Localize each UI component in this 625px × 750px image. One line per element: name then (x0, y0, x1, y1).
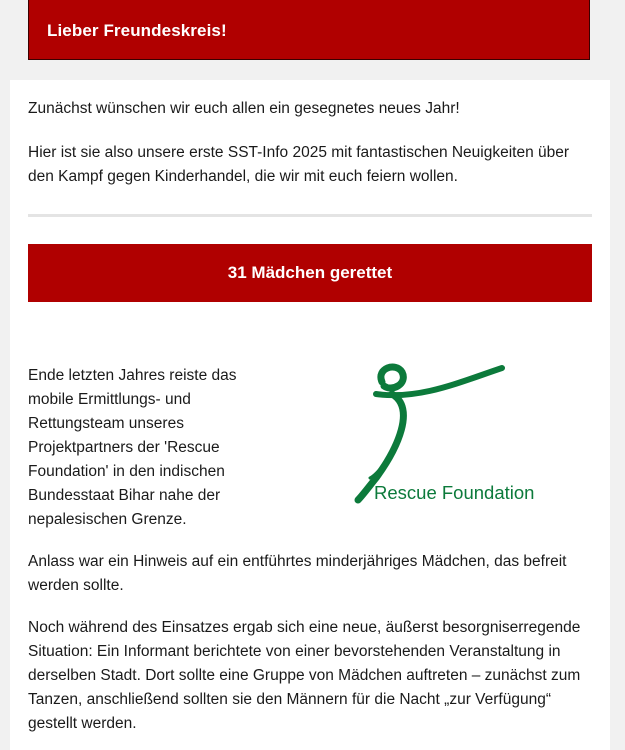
article-paragraph-1: Ende letzten Jahres reiste das mobile Ermittlungs- und Rettungsteam unseres Projektpartners der 'Rescue Foundation' in den indischen Bundesstaat Bihar nahe der nepalesischen Grenze. (28, 367, 237, 528)
article-paragraph-2: Anlass war ein Hinweis auf ein entführtes minderjähriges Mädchen, das befreit werden sollte. (28, 553, 567, 594)
newsletter-content (10, 80, 610, 750)
section-title: 31 Mädchen gerettet (227, 263, 393, 282)
rescue-foundation-logo-graphic (340, 360, 540, 505)
section-banner (28, 244, 592, 302)
new-year-greeting: Zunächst wünschen wir euch allen ein gesegnetes neues Jahr! (28, 100, 460, 117)
intro-paragraph: Hier ist sie also unsere erste SST-Info 2025 mit fantastischen Neuigkeiten über den Kampf gegen Kinderhandel, die wir mit euch feiern wollen. (28, 144, 570, 185)
greeting-title: Lieber Freundeskreis! (47, 21, 227, 40)
rescue-foundation-logo (340, 360, 540, 505)
greeting-banner (28, 0, 590, 60)
article-paragraph-3: Noch während des Einsatzes ergab sich eine neue, äußerst besorgniserregende Situation: Ein Informant berichtete von einer bevorstehenden Veranstaltung in derselben Stadt. Dort sollte eine Gruppe von Mädchen auftreten – zunächst zum Tanzen, anschließend sollten sie den Männern für die Nacht „zur Verfügung“ gestellt werden. (28, 619, 581, 732)
logo-text: Rescue Foundation (374, 482, 535, 503)
section-divider (28, 214, 592, 217)
